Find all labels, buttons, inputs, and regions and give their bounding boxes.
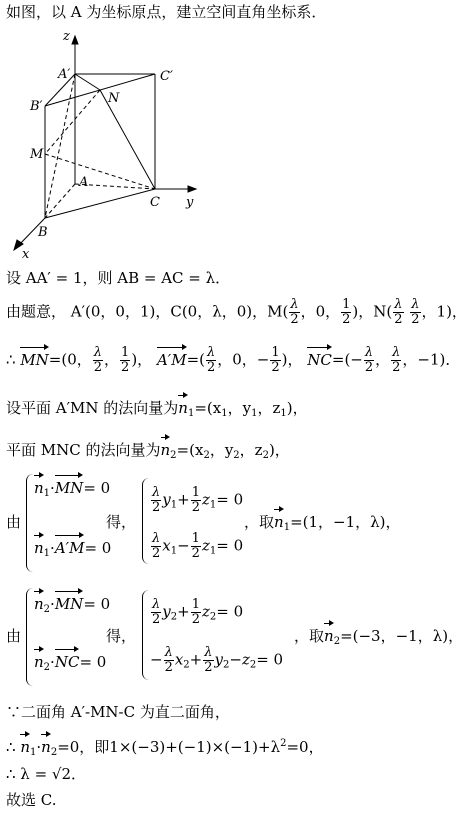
label-a-prime: A′ bbox=[58, 67, 71, 82]
normal-vector-2-line: 平面 MNC 的法向量为$n_2=(x_2$，$y_2$，$z_2$)， bbox=[6, 441, 290, 461]
label-x: x bbox=[22, 247, 30, 262]
label-z: z bbox=[63, 29, 70, 44]
label-c-prime: C′ bbox=[160, 69, 173, 84]
label-y: y bbox=[186, 195, 194, 210]
normal-vector-1-line: 设平面 A′MN 的法向量为$n_1=(x_1$，$y_1$，$z_1$)， bbox=[6, 399, 308, 419]
lambda-result-line: ∴ λ = √2． bbox=[6, 765, 87, 783]
coordinates-line: 由题意， A′(0，0，1)，C(0，λ，0)，M( $\frac{\lambda}{2}$ ，0， $\frac{1}{2}$ )，N( $\frac{\lambda}{2}$ $\frac{\lambda}{2}$ ，1)， bbox=[6, 297, 467, 327]
label-m: M bbox=[30, 147, 44, 162]
label-b-prime: B′ bbox=[30, 99, 43, 114]
answer-line: 故选 C. bbox=[6, 791, 57, 809]
intro-text: 如图，以 A 为坐标原点，建立空间直角坐标系． bbox=[6, 3, 327, 21]
vectors-line: ∴ MN=(0， $\frac{\lambda}{2}$ ， $\frac{1}{2}$ )， A′M=( $\frac{\lambda}{2}$ ，0，− $\frac{1}{2}$ )， NC=(− $\frac{\lambda}{2}$ ， $\frac{\lambda}{2}$ ，−1)． bbox=[6, 345, 461, 375]
dihedral-line: ∵二面角 A′-MN-C 为直二面角， bbox=[6, 703, 230, 721]
label-a: A bbox=[79, 175, 89, 190]
label-n: N bbox=[108, 91, 120, 106]
label-c: C bbox=[150, 195, 160, 210]
label-b: B bbox=[38, 225, 48, 240]
prism-figure bbox=[0, 24, 230, 264]
setup-line: 设 AA′ = 1，则 AB = AC = λ． bbox=[6, 269, 231, 287]
dot-product-line: ∴ $n_1\cdot n_2=0$，即$1\times(-3)+(-1)\times(-1)+\lambda^2=0$， bbox=[6, 738, 324, 758]
